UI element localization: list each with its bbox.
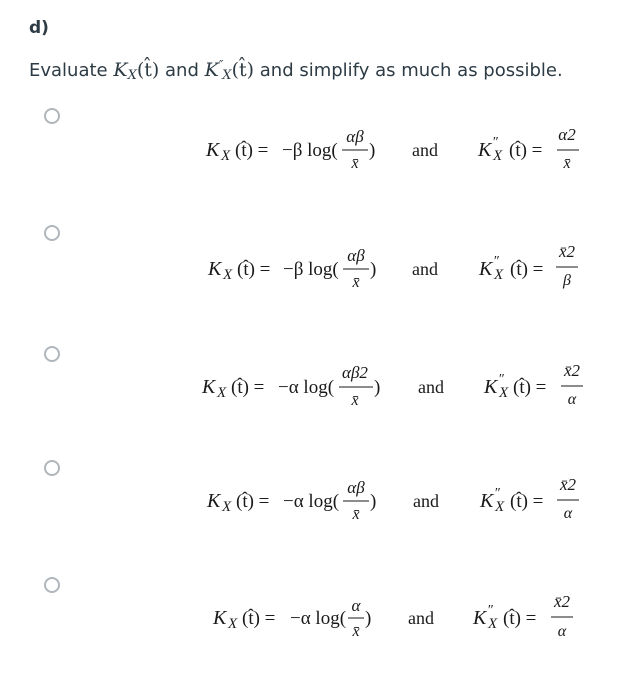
option-3-close: ) <box>374 377 381 398</box>
option-3-lhs-sub: X <box>217 385 227 401</box>
option-2-close: ) <box>370 259 377 280</box>
option-5-lhs: K <box>213 607 227 629</box>
option-5-rhs-den: α <box>557 623 567 640</box>
option-4-coef: −α log( <box>283 491 340 512</box>
option-2-rhs-arg: (t̂) = <box>510 259 544 280</box>
option-1-lhs: K <box>206 139 220 161</box>
option-1-rhs-num: α2 <box>558 125 576 144</box>
option-2-rhs-k: K <box>479 258 493 280</box>
option-3-rhs-den: α <box>567 391 577 408</box>
option-3-rhs-arg: (t̂) = <box>513 377 547 398</box>
option-1-den: x̄ <box>351 155 359 172</box>
option-4-formula <box>190 470 600 534</box>
option-2-num: αβ <box>347 246 365 265</box>
option-1-rhs-k: K <box>478 139 492 161</box>
prompt-formula-k2 <box>205 59 254 81</box>
prompt-k1: K <box>113 59 128 81</box>
prompt-k1-sub: X <box>127 68 137 83</box>
option-2-den: x̄ <box>352 274 360 291</box>
option-1-rhs-den: x̄ <box>563 155 571 172</box>
prompt-mid: and <box>159 60 205 81</box>
option-1-lhs-sub: X <box>221 148 231 164</box>
option-1-radio[interactable] <box>44 108 60 124</box>
option-5-lhs-arg: (t̂) = <box>242 608 276 629</box>
option-4-rhs-num: x̄2 <box>559 475 577 494</box>
option-4-conj: and <box>413 491 439 511</box>
option-4-rhs-arg: (t̂) = <box>510 491 544 512</box>
option-4-rhs-k: K <box>480 490 494 512</box>
option-3-coef: −α log( <box>278 377 335 398</box>
option-3-rhs-sup: ″ <box>498 372 504 387</box>
option-1-num: αβ <box>346 127 364 146</box>
option-5-conj: and <box>408 608 434 628</box>
option-4-radio[interactable] <box>44 460 60 476</box>
option-5-close: ) <box>365 608 372 629</box>
prompt-arg2: (t̂) <box>231 59 255 81</box>
option-2-lhs-arg: (t̂) = <box>237 259 271 280</box>
option-1-rhs-arg: (t̂) = <box>509 140 543 161</box>
option-1-rhs-sub: X <box>493 148 503 164</box>
prompt-lead: Evaluate <box>29 60 114 81</box>
option-2-rhs-den: β <box>563 272 571 289</box>
option-1-lhs-arg: (t̂) = <box>235 140 269 161</box>
option-2-rhs-num: x̄2 <box>558 242 576 261</box>
option-5-rhs-sup: ″ <box>487 603 493 618</box>
option-3-num: αβ2 <box>342 363 368 382</box>
option-3-radio[interactable] <box>44 346 60 362</box>
option-1-rhs-sup: ″ <box>492 135 498 150</box>
option-2-rhs-sup: ″ <box>493 254 499 269</box>
option-3-den: x̄ <box>351 392 359 409</box>
option-4-rhs-den: α <box>563 505 573 522</box>
option-3-conj: and <box>418 377 444 397</box>
option-5-rhs-k: K <box>473 607 487 629</box>
option-5-rhs-arg: (t̂) = <box>503 608 537 629</box>
option-4-rhs-sub: X <box>495 499 505 515</box>
option-2-conj: and <box>412 259 438 279</box>
option-2-rhs-sub: X <box>494 267 504 283</box>
option-4-lhs-sub: X <box>222 499 232 515</box>
option-4-close: ) <box>370 491 377 512</box>
option-3-formula <box>190 356 600 420</box>
option-2-lhs: K <box>208 258 222 280</box>
option-5-formula <box>190 586 600 650</box>
option-5-rhs-num: x̄2 <box>553 592 571 611</box>
option-5-lhs-sub: X <box>228 616 238 632</box>
option-2-formula <box>190 237 600 301</box>
option-3-lhs-arg: (t̂) = <box>231 377 265 398</box>
prompt-arg1: (t̂) <box>136 59 160 81</box>
option-1-close: ) <box>369 140 376 161</box>
prompt-k2-sup: ″ <box>218 58 223 72</box>
option-2-lhs-sub: X <box>223 267 233 283</box>
option-5-radio[interactable] <box>44 577 60 593</box>
option-5-num: α <box>351 596 361 615</box>
prompt-k2-sub: X <box>222 68 232 83</box>
question-prompt <box>29 58 563 83</box>
option-4-lhs: K <box>207 490 221 512</box>
option-1-coef: −β log( <box>282 140 338 161</box>
option-4-num: αβ <box>347 478 365 497</box>
option-1-conj: and <box>412 140 438 160</box>
option-4-den: x̄ <box>352 506 360 523</box>
option-2-radio[interactable] <box>44 225 60 241</box>
option-5-den: x̄ <box>352 623 360 640</box>
option-5-rhs-sub: X <box>488 616 498 632</box>
option-3-rhs-num: x̄2 <box>563 361 581 380</box>
option-3-rhs-k: K <box>484 376 498 398</box>
option-1-formula <box>190 118 600 182</box>
prompt-k2: K <box>204 59 219 81</box>
prompt-formula-k <box>113 59 159 81</box>
option-3-lhs: K <box>202 376 216 398</box>
option-4-rhs-sup: ″ <box>494 486 500 501</box>
option-2-coef: −β log( <box>283 259 339 280</box>
option-3-rhs-sub: X <box>499 385 509 401</box>
prompt-tail: and simplify as much as possible. <box>254 60 563 81</box>
option-5-coef: −α log( <box>290 608 347 629</box>
option-4-lhs-arg: (t̂) = <box>236 491 270 512</box>
question-label: d) <box>29 18 49 38</box>
